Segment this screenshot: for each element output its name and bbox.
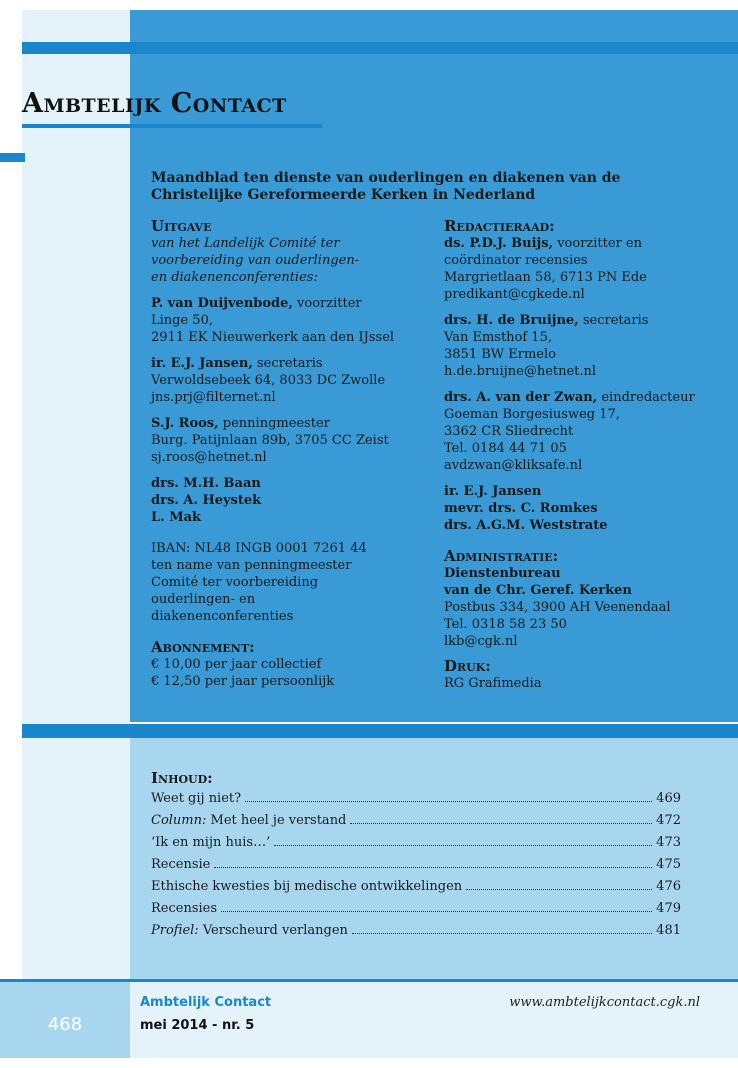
committee-members [151,475,431,526]
iban-line: ten name van penningmeester [151,558,352,573]
toc-leader [350,823,652,824]
person-role: voorzitter [292,296,362,311]
toc-title-text: ‘Ik en mijn huis…’ [151,835,271,850]
abonnement-heading: Abonnement: [151,638,255,656]
redactieraad-heading: Redactieraad: [444,217,555,235]
subtitle-line: Maandblad ten dienste van ouderlingen en diakenen van de [151,170,621,186]
address-line: coördinator recensies [444,253,588,268]
toc-title [151,901,221,916]
toc-title [151,923,352,938]
table-of-contents [151,770,681,945]
address-line: Margrietlaan 58, 6713 PN Ede [444,270,647,285]
footer-issue: mei 2014 - nr. 5 [140,1018,255,1033]
administratie-block [444,548,734,650]
address-line: Goeman Borgesiusweg 17, [444,407,620,422]
intro-line: van het Landelijk Comité ter [151,236,340,251]
iban-line: diakenenconferenties [151,609,294,624]
toc-title [151,857,214,872]
phone-line: Tel. 0184 44 71 05 [444,441,567,456]
printer-name: RG Grafimedia [444,676,542,691]
price-line: € 10,00 per jaar collectief [151,657,322,672]
toc-entry[interactable] [151,835,681,857]
email-link[interactable]: predikant@cgkede.nl [444,287,585,302]
person-block [151,295,431,346]
member-name: drs. M.H. Baan [151,476,261,491]
subtitle [151,170,711,204]
person-name-line [151,355,431,372]
druk-block [444,658,734,692]
page-number: 468 [47,1014,83,1035]
address-line: Burg. Patijnlaan 89b, 3705 CC Zeist [151,433,389,448]
toc-title [151,835,274,850]
toc-page: 469 [656,791,681,806]
member-name: ir. E.J. Jansen [444,484,542,499]
price-line: € 12,50 per jaar persoonlijk [151,674,335,689]
contents-heading: Inhoud: [151,769,213,787]
toc-entry[interactable] [151,901,681,923]
toc-title-text: Recensie [151,857,211,872]
footer-magazine-name: Ambtelijk Contact [140,995,272,1010]
person-block [444,235,734,303]
left-pale-panel [22,10,130,980]
toc-page: 475 [656,857,681,872]
address-line: Linge 50, [151,313,213,328]
person-role: penningmeester [218,416,330,431]
iban-block [151,540,431,625]
toc-leader [221,911,652,912]
member-name: L. Mak [151,510,202,525]
toc-title-text: Recensies [151,901,218,916]
toc-title-text: Ethische kwesties bij medische ontwikkelingen [151,879,463,894]
person-name: S.J. Roos, [151,416,219,431]
person-name-line [151,295,431,312]
member-name: drs. A.G.M. Weststrate [444,518,608,533]
person-role: secretaris [252,356,323,371]
toc-title [151,813,350,828]
member-name: mevr. drs. C. Romkes [444,501,598,516]
toc-title-text: Weet gij niet? [151,791,242,806]
toc-leader [274,845,652,846]
uitgave-heading: Uitgave [151,217,212,235]
subtitle-line: Christelijke Gereformeerde Kerken in Nederland [151,187,536,203]
toc-title-text: Met heel je verstand [206,813,347,828]
editorial-members [444,483,734,534]
admin-org-line: Dienstenbureau [444,566,561,581]
email-link[interactable]: h.de.bruijne@hetnet.nl [444,364,597,379]
toc-leader [214,867,652,868]
phone-line: Tel. 0318 58 23 50 [444,617,567,632]
person-name-line [444,235,734,252]
iban-line: ouderlingen- en [151,592,256,607]
toc-entry[interactable] [151,923,681,945]
person-name-line [151,415,431,432]
address-line: Postbus 334, 3900 AH Veenendaal [444,600,671,615]
colophon-right-column [444,218,734,692]
toc-title [151,879,466,894]
side-tab [0,153,25,162]
middle-stripe [22,724,738,738]
person-name: ds. P.D.J. Buijs, [444,236,554,251]
person-role: voorzitter en [553,236,642,251]
toc-leader [352,933,652,934]
toc-entry[interactable] [151,879,681,901]
toc-prefix: Profiel: [151,923,199,938]
person-name: P. van Duijvenbode, [151,296,293,311]
person-name: ir. E.J. Jansen, [151,356,253,371]
druk-heading: Druk: [444,657,491,675]
person-block [444,312,734,380]
toc-entry[interactable] [151,813,681,835]
toc-title-text: Verscheurd verlangen [198,923,348,938]
toc-page: 479 [656,901,681,916]
administratie-heading: Administratie: [444,547,559,565]
toc-entry[interactable] [151,857,681,879]
iban-line: IBAN: NL48 INGB 0001 7261 44 [151,541,367,556]
person-block [151,415,431,466]
person-role: eindredacteur [597,390,695,405]
person-block [151,355,431,406]
person-name-line [444,389,734,406]
toc-entry[interactable] [151,791,681,813]
email-link[interactable]: sj.roos@hetnet.nl [151,450,267,465]
email-link[interactable]: lkb@cgk.nl [444,634,518,649]
admin-org-line: van de Chr. Geref. Kerken [444,583,632,598]
toc-leader [245,801,652,802]
intro-line: en diakenenconferenties: [151,270,318,285]
address-line: 2911 EK Nieuwerkerk aan den IJssel [151,330,395,345]
person-name-line [444,312,734,329]
person-name: drs. H. de Bruijne, [444,313,579,328]
intro-line: voorbereiding van ouderlingen- [151,253,360,268]
member-name: drs. A. Heystek [151,493,262,508]
toc-prefix: Column: [151,813,207,828]
abonnement-block [151,639,431,690]
person-name: drs. A. van der Zwan, [444,390,598,405]
email-link[interactable]: jns.prj@filternet.nl [151,390,276,405]
iban-line: Comité ter voorbereiding [151,575,319,590]
toc-page: 473 [656,835,681,850]
masthead-underline [22,124,322,128]
website-link[interactable]: www.ambtelijkcontact.cgk.nl [509,995,700,1010]
toc-page: 472 [656,813,681,828]
address-line: Van Emsthof 15, [444,330,552,345]
address-line: 3362 CR Sliedrecht [444,424,574,439]
person-role: secretaris [578,313,649,328]
toc-title [151,791,245,806]
top-stripe [22,42,738,54]
uitgave-intro [151,235,431,286]
colophon-left-column [151,218,431,690]
email-link[interactable]: avdzwan@kliksafe.nl [444,458,583,473]
masthead-title: Ambtelijk Contact [22,88,287,119]
toc-leader [466,889,652,890]
person-block [444,389,734,474]
toc-page: 481 [656,923,681,938]
toc-page: 476 [656,879,681,894]
address-line: Verwoldsebeek 64, 8033 DC Zwolle [151,373,386,388]
address-line: 3851 BW Ermelo [444,347,556,362]
